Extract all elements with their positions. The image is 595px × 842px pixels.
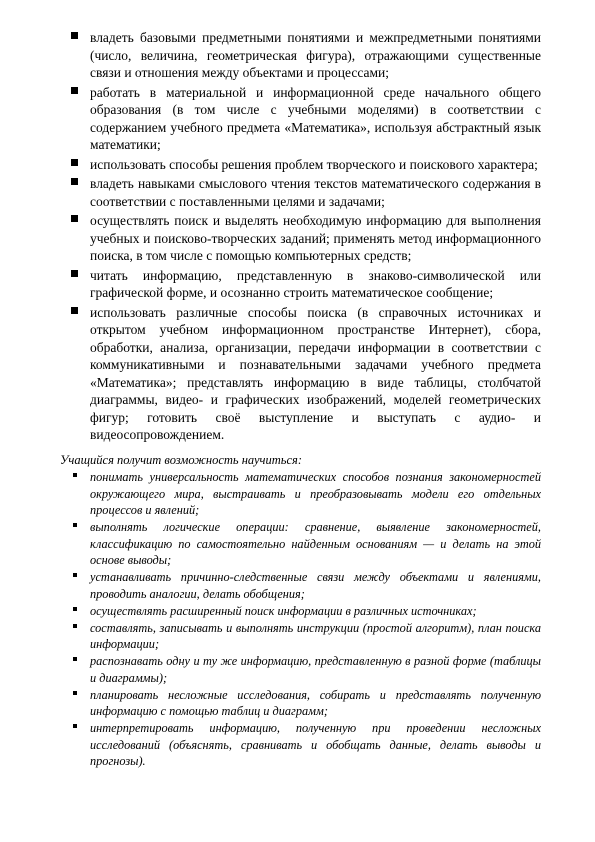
skills-list (71, 29, 541, 446)
bullet-icon (73, 691, 77, 695)
list-item (71, 212, 541, 265)
list-item-text: владеть базовыми предметными понятиями и межпредметными понятиями (число, величина, геометрическая фигура), отражающими существенные связи и отношения между объектами и процессами; (90, 30, 541, 80)
list-item (71, 175, 541, 210)
list-item (71, 29, 541, 82)
list-item (71, 304, 541, 444)
list-item-text: осуществлять поиск и выделять необходимую информацию для выполнения учебных и поисково-творческих заданий; применять метод информационного поиска, в том числе с помощью компьютерных средств; (90, 213, 541, 263)
opportunities-list (71, 469, 541, 770)
bullet-icon (73, 724, 77, 728)
list-item-text: использовать различные способы поиска (в справочных источниках и открытом учебном информационном пространстве Интернет), сбора, обработки, анализа, организации, передачи информации в соответствии с коммуникативными и познавательными задачами учебного предмета «Математика»; представлять информацию в виде таблицы, столбчатой диаграммы, видео- и графических изображений, моделей геометрических фигур; готовить своё выступление и выступать с аудио- и видеосопровождением. (90, 304, 541, 442)
list-item-text: составлять, записывать и выполнять инструкции (простой алгоритм), план поиска информации; (90, 620, 541, 651)
bullet-icon (73, 523, 77, 527)
list-item-text: интерпретировать информацию, полученную при проведении несложных исследований (объяснять, сравнивать и обобщать данные, делать выводы и прогнозы). (90, 721, 541, 768)
list-item (71, 687, 541, 720)
bullet-icon (73, 473, 77, 477)
list-item (71, 720, 541, 770)
list-item-text: распознавать одну и ту же информацию, представленную в разной форме (таблицы и диаграммы); (90, 654, 541, 685)
bullet-icon (71, 32, 78, 39)
list-item (71, 156, 541, 174)
list-item-text: осуществлять расширенный поиск информации в различных источниках; (90, 603, 477, 618)
bullet-icon (73, 607, 77, 611)
bullet-icon (73, 624, 77, 628)
bullet-icon (71, 159, 78, 166)
list-item (71, 569, 541, 602)
list-item (71, 620, 541, 653)
list-item-text: работать в материальной и информационной среде начального общего образования (в том числе с учебными моделями) в соответствии с содержанием учебного предмета «Математика», используя абстрактный язык математики; (90, 84, 541, 152)
list-item (71, 469, 541, 519)
list-item (71, 84, 541, 154)
list-item-text: читать информацию, представленную в знаково-символической или графической форме, и осознанно строить математическое сообщение; (90, 267, 541, 300)
bullet-icon (71, 87, 78, 94)
bullet-icon (71, 270, 78, 277)
list-item (71, 267, 541, 302)
list-item (71, 603, 541, 620)
list-item-text: использовать способы решения проблем творческого и поискового характера; (90, 156, 538, 172)
list-item-text: выполнять логические операции: сравнение, выявление закономерностей, классификацию по самостоятельно найденным основаниям — и делать на этой основе выводы; (90, 520, 541, 567)
list-item-text: планировать несложные исследования, собирать и представлять полученную информацию с помощью таблиц и диаграмм; (90, 687, 541, 718)
list-item (71, 653, 541, 686)
bullet-icon (73, 657, 77, 661)
list-item-text: владеть навыками смыслового чтения текстов математического содержания в соответствии с поставленными целями и задачами; (90, 176, 541, 209)
list-item (71, 519, 541, 569)
bullet-icon (71, 178, 78, 185)
list-item-text: понимать универсальность математических способов познания закономерностей окружающего мира, выстраивать и преобразовывать модели его отдельных процессов и явлений; (90, 470, 541, 517)
bullet-icon (73, 573, 77, 577)
list-item-text: устанавливать причинно-следственные связи между объектами и явлениями, проводить аналогии, делать обобщения; (90, 570, 541, 601)
bullet-icon (71, 307, 78, 314)
section-heading: Учащийся получит возможность научиться: (60, 453, 303, 467)
bullet-icon (71, 215, 78, 222)
